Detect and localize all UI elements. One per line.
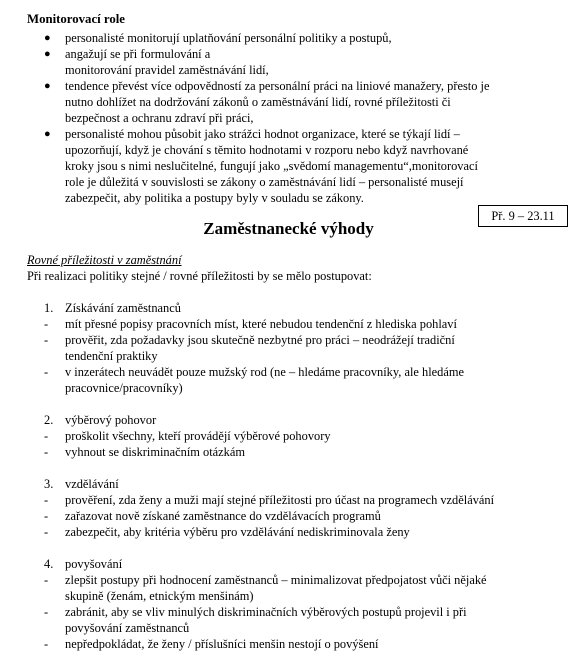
dash-point (27, 524, 532, 540)
dash-point (27, 572, 532, 604)
numbered-list (27, 300, 532, 668)
dash-point-text-line: v inzerátech neuvádět pouze mužský rod (ne – hledáme pracovníky, ale hledáme (65, 365, 464, 379)
dash-marker-icon: - (44, 333, 49, 347)
item-number: 2. (44, 413, 54, 427)
dash-marker-icon: - (44, 637, 49, 651)
dash-marker-icon: - (44, 445, 49, 459)
reference-box: Př. 9 – 23.11 (478, 205, 568, 227)
dash-point-text-line: vyhnout se diskriminačním otázkám (65, 445, 245, 459)
dash-marker-icon: - (44, 493, 49, 507)
bullet-text-line: personalisté monitorují uplatňování personální politiky a postupů, (65, 31, 392, 45)
bullet-text-line: tendence převést více odpovědností za personální práci na liniové manažery, přesto je (65, 79, 490, 93)
dash-point-text-line: zařazovat nově získané zaměstnance do vzdělávacích programů (65, 509, 381, 523)
dash-point-text-line: proškolit všechny, kteří provádějí výběrové pohovory (65, 429, 331, 443)
bullet-text-line: bezpečnost a ochranu zdraví při práci, (65, 111, 254, 125)
monitoring-role-heading: Monitorovací role (27, 12, 125, 26)
item-title-text: výběrový pohovor (65, 413, 157, 427)
dash-point-text-line: pracovnice/pracovníky) (65, 381, 183, 395)
item-number: 3. (44, 477, 54, 491)
dash-point (27, 444, 532, 460)
item-number: 1. (44, 301, 54, 315)
bullet-item (27, 30, 547, 46)
dash-point (27, 492, 532, 508)
dash-point-text-line: povyšování zaměstnanců (65, 621, 190, 635)
bullet-text-line: angažují se při formulování a (65, 47, 211, 61)
item-title-text: povyšování (65, 557, 123, 571)
numbered-item (27, 476, 532, 540)
dash-point (27, 508, 532, 524)
dash-point (27, 364, 532, 396)
bullet-item (27, 78, 547, 126)
bullet-text-line: personalisté mohou působit jako strážci hodnot organizace, které se týkají lidí – (65, 127, 460, 141)
bullet-text-line: monitorování pravidel zaměstnávání lidí, (65, 63, 269, 77)
numbered-item-title (27, 412, 532, 428)
bullet-dot-icon: ● (44, 32, 51, 44)
item-title-text: vzdělávání (65, 477, 119, 491)
bullet-dot-icon: ● (44, 80, 51, 92)
dash-marker-icon: - (44, 525, 49, 539)
numbered-item (27, 300, 532, 396)
numbered-item (27, 412, 532, 460)
dash-marker-icon: - (44, 429, 49, 443)
section-intro: Při realizaci politiky stejné / rovné příležitosti by se mělo postupovat: (27, 269, 372, 283)
dash-point-text-line: zabránit, aby se vliv minulých diskriminačních výběrových postupů projevil i při (65, 605, 467, 619)
bullet-text-line: nutno dohlížet na dodržování zákonů o zaměstnávání lidí, rovné příležitosti či (65, 95, 451, 109)
numbered-item-title (27, 476, 532, 492)
monitoring-bullet-list (27, 30, 547, 206)
bullet-text-line: role je důležitá v souvislosti se zákony o zaměstnávání lidí – personalisté musejí (65, 175, 464, 189)
bullet-text-line: zabezpečit, aby politika a postupy byly v souladu se zákony. (65, 191, 364, 205)
bullet-item (27, 126, 547, 206)
dash-point (27, 316, 532, 332)
dash-marker-icon: - (44, 573, 49, 587)
dash-point-text-line: prověření, zda ženy a muži mají stejné příležitosti pro účast na programech vzdělávání (65, 493, 495, 507)
dash-marker-icon: - (44, 605, 49, 619)
dash-point (27, 428, 532, 444)
numbered-item (27, 556, 532, 652)
dash-point-text-line: mít přesné popisy pracovních míst, které nebudou tendenční z hlediska pohlaví (65, 317, 457, 331)
dash-point-text-line: nepředpokládat, že ženy / příslušníci menšin nestojí o povýšení (65, 637, 379, 651)
section-subheading: Rovné příležitosti v zaměstnání (27, 253, 182, 267)
bullet-text-line: kroky jsou s nimi neslučitelné, fungují jako „svědomí managementu“,monitorovací (65, 159, 478, 173)
dash-point (27, 604, 532, 636)
numbered-item-title (27, 556, 532, 572)
dash-point (27, 636, 532, 652)
dash-point (27, 332, 532, 364)
dash-point-text-line: tendenční praktiky (65, 349, 158, 363)
bullet-text-line: upozorňují, když je chování s těmito hodnotami v rozporu nebo když navrhované (65, 143, 469, 157)
dash-marker-icon: - (44, 365, 49, 379)
item-number: 4. (44, 557, 54, 571)
dash-point-text-line: skupině (ženám, etnickým menšinám) (65, 589, 254, 603)
dash-marker-icon: - (44, 509, 49, 523)
dash-point-text-line: zlepšit postupy při hodnocení zaměstnanců – minimalizovat předpojatost vůči nějaké (65, 573, 487, 587)
dash-point-text-line: prověřit, zda požadavky jsou skutečně nezbytné pro práci – neodrážejí tradiční (65, 333, 455, 347)
bullet-dot-icon: ● (44, 128, 51, 140)
bullet-item (27, 46, 547, 78)
item-title-text: Získávání zaměstnanců (65, 301, 181, 315)
numbered-item-title (27, 300, 532, 316)
dash-point-text-line: zabezpečit, aby kritéria výběru pro vzdělávání nediskriminovala ženy (65, 525, 410, 539)
bullet-dot-icon: ● (44, 48, 51, 60)
section-title: Zaměstnanecké výhody (203, 219, 374, 238)
dash-marker-icon: - (44, 317, 49, 331)
